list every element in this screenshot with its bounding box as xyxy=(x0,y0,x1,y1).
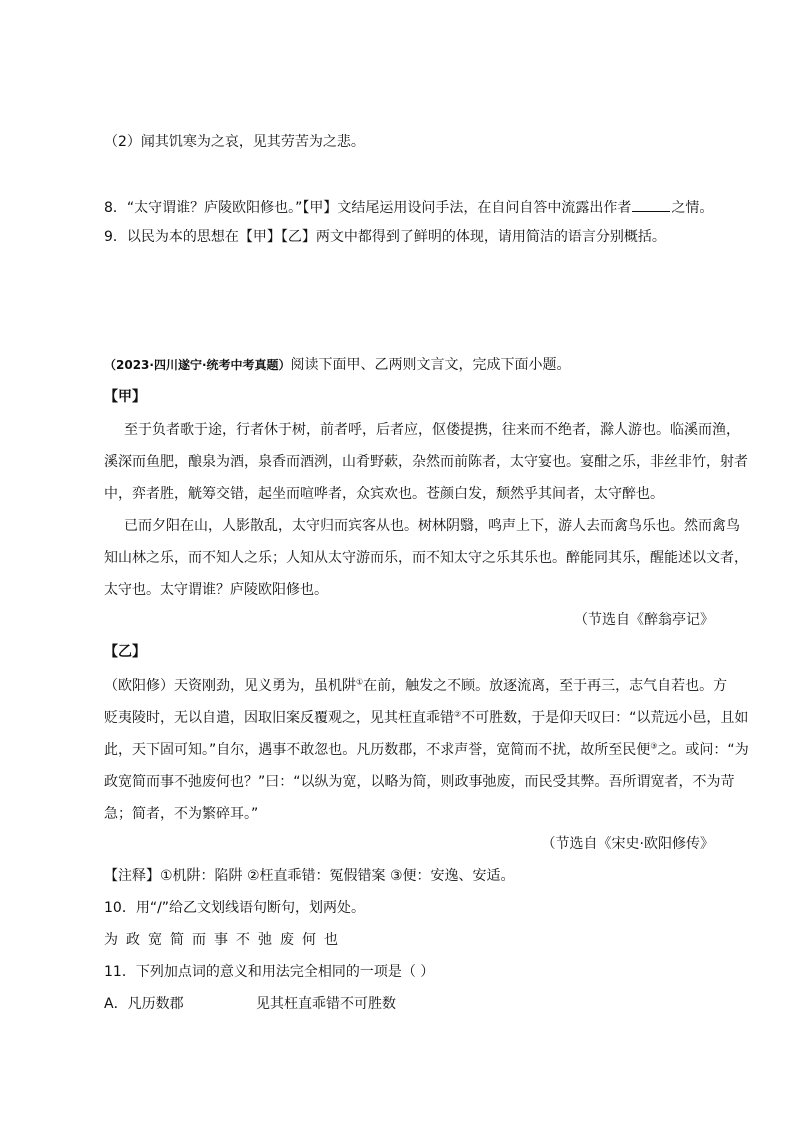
source-line xyxy=(104,355,571,375)
question-11: 11．下列加点词的意义和用法完全相同的一项是（ ） xyxy=(104,964,435,980)
question-8-text: 8．“太守谓谁？庐陵欧阳修也。”【甲】文结尾运用设问手法，在自问自答中流露出作者 xyxy=(104,200,632,216)
jia-label: 【甲】 xyxy=(104,389,146,405)
yi-text: （欧阳修）天资刚劲，见义勇为，虽机阱 xyxy=(104,678,356,694)
jia-citation: （节选自《醉翁亭记》 xyxy=(574,612,714,628)
yi-line xyxy=(104,740,749,760)
yi-line: 急；简者，不为繁碎耳。” xyxy=(104,806,259,822)
question-8 xyxy=(104,197,713,218)
yi-citation: （节选自《宋史·欧阳修传》 xyxy=(541,836,714,852)
yi-text: 在前，触发之不顾。放逐流离，至于再三，志气自若也。方 xyxy=(363,678,728,694)
note-ref-1: ① xyxy=(356,677,364,687)
source-tag: （2023·四川遂宁·统考中考真题） xyxy=(104,358,291,372)
jia-line: 太守也。太守谓谁？庐陵欧阳修也。 xyxy=(104,582,328,598)
yi-text: 贬夷陵时，无以自遣，因取旧案反覆观之，见其枉直乖错 xyxy=(104,710,454,726)
question-7-2: （2）闻其饥寒为之哀，见其劳苦为之悲。 xyxy=(104,134,365,150)
source-instruction: 阅读下面甲、乙两则文言文，完成下面小题。 xyxy=(290,357,571,373)
note-ref-2: ② xyxy=(454,709,462,719)
yi-text: 之。或问：“为 xyxy=(657,742,749,758)
jia-line: 知山林之乐，而不知人之乐；人知从太守游而乐，而不知太守之乐其乐也。醉能同其乐，醒能述以文者， xyxy=(104,550,748,566)
note-ref-3: ③ xyxy=(650,741,658,751)
option-a-right: 见其枉直乖错不可胜数 xyxy=(256,996,396,1012)
yi-label: 【乙】 xyxy=(104,644,146,660)
yi-line xyxy=(104,708,748,728)
question-9: 9．以民为本的思想在【甲】【乙】两文中都得到了鲜明的体现，请用简洁的语言分别概括。 xyxy=(104,229,666,245)
jia-line: 至于负者歌于途，行者休于树，前者呼，后者应，伛偻提携，往来而不绝者，滁人游也。临溪而渔， xyxy=(124,422,740,438)
question-8-tail: 之情。 xyxy=(671,200,714,216)
jia-line: 中，弈者胜，觥筹交错，起坐而喧哗者，众宾欢也。苍颜白发，颓然乎其间者，太守醉也。 xyxy=(104,486,664,502)
question-10-sentence: 为政宽简而事不弛废何也 xyxy=(104,932,346,948)
jia-line: 溪深而鱼肥，酿泉为酒，泉香而酒洌，山肴野蔌，杂然而前陈者，太守宴也。宴酣之乐，非丝非竹，射者 xyxy=(104,454,748,470)
option-a-left: A．凡历数郡 xyxy=(104,996,184,1012)
yi-line xyxy=(104,676,727,696)
yi-text: 不可胜数，于是仰天叹曰：“以荒远小邑，且如 xyxy=(461,710,749,726)
yi-text: 此，天下固可知。”自尔，遇事不敢忽也。凡历数郡，不求声誉，宽简而不扰，故所至民便 xyxy=(104,742,651,758)
option-a[interactable] xyxy=(104,994,396,1014)
answer-blank[interactable] xyxy=(632,197,670,212)
notes: 【注释】①机阱：陷阱 ②枉直乖错：冤假错案 ③便：安逸、安适。 xyxy=(104,868,515,884)
yi-line: 政宽简而事不弛废何也？”曰：“以纵为宽，以略为简，则政事弛废，而民受其弊。吾所谓宽者，不为苛 xyxy=(104,774,735,790)
question-10: 10．用“/”给乙文划线语句断句，划两处。 xyxy=(104,900,366,916)
jia-line: 已而夕阳在山，人影散乱，太守归而宾客从也。树林阴翳，鸣声上下，游人去而禽鸟乐也。然而禽鸟 xyxy=(124,518,740,534)
